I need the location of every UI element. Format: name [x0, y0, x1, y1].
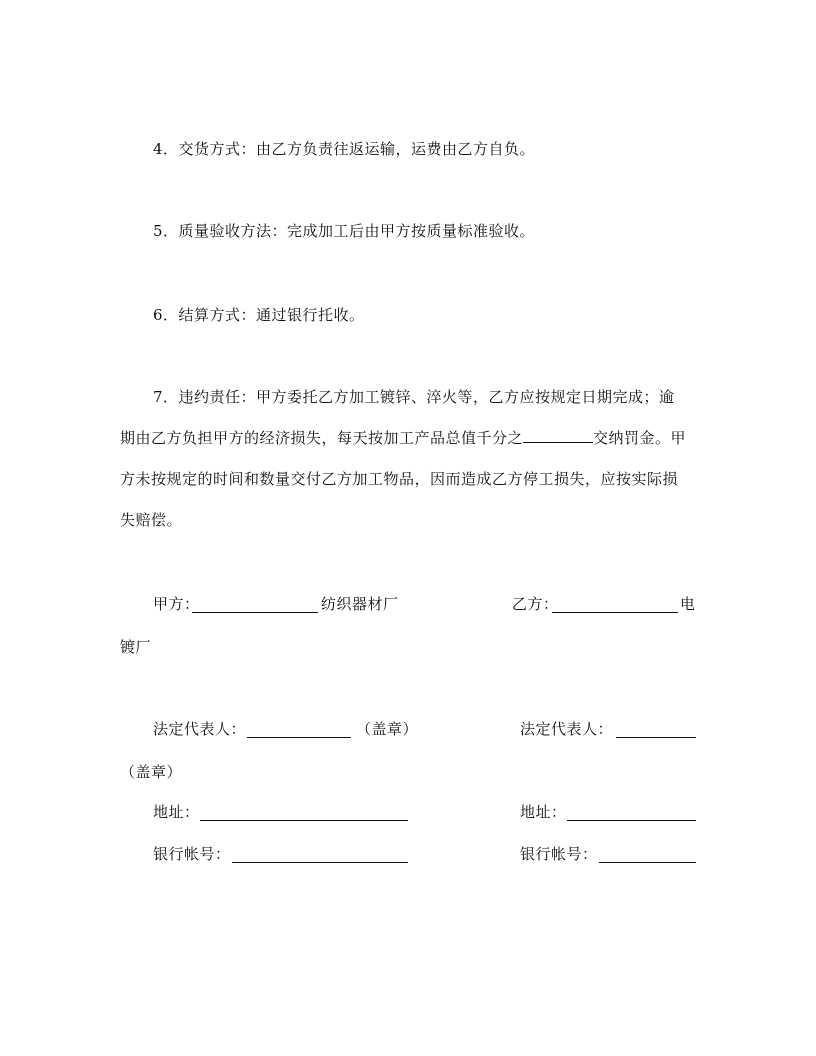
rep-a-blank [247, 737, 351, 738]
penalty-rate-blank [523, 428, 593, 443]
clause-7-line-4: 失赔偿。 [120, 511, 183, 529]
clause-5: 5．质量验收方法：完成加工后由甲方按质量标准验收。 [153, 222, 536, 240]
party-b-name-blank [552, 612, 678, 613]
party-b-label: 乙方： [512, 595, 559, 613]
rep-b-blank [616, 737, 696, 738]
clause-7-line-1: 7．违约责任：甲方委托乙方加工镀锌、淬火等，乙方应按规定日期完成；逾 [153, 388, 675, 406]
address-b-blank [567, 820, 696, 821]
clause-7-line-3: 方未按规定的时间和数量交付乙方加工物品，因而造成乙方停工损失，应按实际损 [120, 470, 679, 488]
clause-6: 6．结算方式：通过银行托收。 [153, 306, 365, 324]
clause-7-line-2 [120, 428, 686, 448]
bank-a-label: 银行帐号： [153, 845, 231, 863]
clause-4: 4．交货方式：由乙方负责往返运输，运费由乙方自负。 [153, 140, 536, 158]
rep-b-label: 法定代表人： [520, 720, 614, 738]
party-b-suffix-2: 镀厂 [120, 638, 152, 656]
clause-7-line-2-end: 交纳罚金。甲 [593, 429, 687, 447]
party-a-suffix: 纺织器材厂 [321, 595, 399, 613]
address-a-label: 地址： [153, 803, 200, 821]
bank-b-blank [599, 862, 696, 863]
bank-a-blank [232, 862, 408, 863]
bank-b-label: 银行帐号： [520, 845, 598, 863]
party-b-suffix-1: 电 [680, 595, 696, 613]
party-a-name-blank [192, 612, 318, 613]
address-b-label: 地址： [520, 803, 567, 821]
rep-a-label: 法定代表人： [153, 720, 247, 738]
party-a-label: 甲方： [153, 595, 200, 613]
rep-b-seal: （盖章） [120, 763, 183, 781]
rep-a-seal: （盖章） [356, 720, 419, 738]
address-a-blank [200, 820, 408, 821]
clause-7-line-2-start: 期由乙方负担甲方的经济损失，每天按加工产品总值千分之 [120, 429, 524, 447]
